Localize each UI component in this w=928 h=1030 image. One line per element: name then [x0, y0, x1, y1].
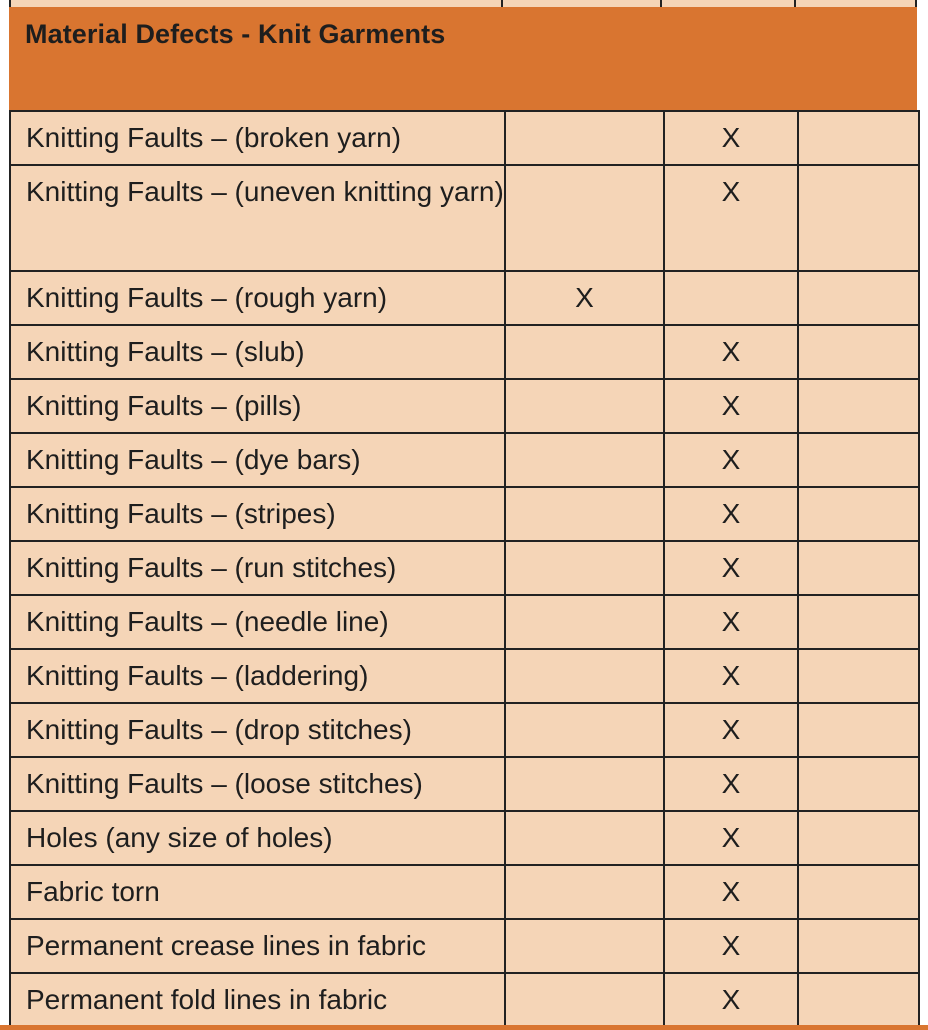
defects-table — [9, 110, 920, 1028]
table-row — [10, 649, 919, 703]
defect-mark-col2: X — [664, 757, 798, 811]
defect-mark-col1 — [505, 649, 664, 703]
table-row — [10, 919, 919, 973]
defect-mark-col3 — [798, 649, 919, 703]
defect-label: Knitting Faults – (slub) — [10, 325, 505, 379]
defects-table-frame — [9, 0, 917, 1027]
defect-mark-col2: X — [664, 541, 798, 595]
defect-mark-col3 — [798, 703, 919, 757]
defect-mark-col2: X — [664, 649, 798, 703]
defect-mark-col1 — [505, 111, 664, 165]
defect-mark-col3 — [798, 973, 919, 1027]
defect-mark-col3 — [798, 811, 919, 865]
defect-mark-col2: X — [664, 379, 798, 433]
defect-mark-col1 — [505, 865, 664, 919]
defect-mark-col1 — [505, 919, 664, 973]
defect-mark-col3 — [798, 919, 919, 973]
defect-label: Knitting Faults – (stripes) — [10, 487, 505, 541]
defect-mark-col1 — [505, 541, 664, 595]
defect-mark-col1 — [505, 757, 664, 811]
defect-mark-col2: X — [664, 165, 798, 271]
defect-label: Knitting Faults – (needle line) — [10, 595, 505, 649]
defect-label: Knitting Faults – (loose stitches) — [10, 757, 505, 811]
defects-table-body — [10, 111, 919, 1027]
defect-mark-col2: X — [664, 111, 798, 165]
table-row — [10, 973, 919, 1027]
defect-mark-col2: X — [664, 811, 798, 865]
table-row — [10, 757, 919, 811]
defect-mark-col2: X — [664, 433, 798, 487]
table-row — [10, 325, 919, 379]
table-row — [10, 595, 919, 649]
table-row — [10, 433, 919, 487]
defect-mark-col2: X — [664, 973, 798, 1027]
defect-label: Knitting Faults – (uneven knitting yarn) — [10, 165, 505, 271]
table-row — [10, 165, 919, 271]
section-title: Material Defects - Knit Garments — [25, 19, 446, 49]
defect-mark-col1 — [505, 325, 664, 379]
table-row — [10, 541, 919, 595]
defect-mark-col3 — [798, 271, 919, 325]
defect-label: Knitting Faults – (laddering) — [10, 649, 505, 703]
defect-label: Knitting Faults – (broken yarn) — [10, 111, 505, 165]
defect-mark-col3 — [798, 433, 919, 487]
defect-mark-col2 — [664, 271, 798, 325]
defect-label: Permanent crease lines in fabric — [10, 919, 505, 973]
defect-mark-col1 — [505, 973, 664, 1027]
defect-label: Knitting Faults – (rough yarn) — [10, 271, 505, 325]
defect-mark-col3 — [798, 865, 919, 919]
defect-label: Knitting Faults – (dye bars) — [10, 433, 505, 487]
table-row — [10, 111, 919, 165]
defect-mark-col1 — [505, 703, 664, 757]
table-row — [10, 379, 919, 433]
defect-mark-col3 — [798, 487, 919, 541]
defect-mark-col3 — [798, 595, 919, 649]
table-row — [10, 865, 919, 919]
section-header — [9, 7, 917, 110]
defect-label: Knitting Faults – (run stitches) — [10, 541, 505, 595]
defect-mark-col1 — [505, 487, 664, 541]
defect-label: Knitting Faults – (drop stitches) — [10, 703, 505, 757]
defect-mark-col1 — [505, 433, 664, 487]
defect-mark-col1 — [505, 165, 664, 271]
defect-mark-col2: X — [664, 919, 798, 973]
defect-label: Knitting Faults – (pills) — [10, 379, 505, 433]
defect-mark-col3 — [798, 111, 919, 165]
defect-mark-col1 — [505, 595, 664, 649]
defect-mark-col2: X — [664, 865, 798, 919]
defect-mark-col3 — [798, 325, 919, 379]
defect-mark-col3 — [798, 379, 919, 433]
defect-mark-col3 — [798, 541, 919, 595]
table-row — [10, 487, 919, 541]
defect-mark-col1 — [505, 379, 664, 433]
defect-mark-col1 — [505, 811, 664, 865]
previous-table-edge — [9, 0, 917, 7]
defect-label: Holes (any size of holes) — [10, 811, 505, 865]
defect-mark-col2: X — [664, 703, 798, 757]
defect-label: Fabric torn — [10, 865, 505, 919]
bottom-accent-bar — [0, 1025, 928, 1030]
table-row — [10, 703, 919, 757]
defect-mark-col3 — [798, 757, 919, 811]
defect-mark-col2: X — [664, 325, 798, 379]
defect-label: Permanent fold lines in fabric — [10, 973, 505, 1027]
defect-mark-col2: X — [664, 595, 798, 649]
defect-mark-col1: X — [505, 271, 664, 325]
defect-mark-col3 — [798, 165, 919, 271]
table-row — [10, 271, 919, 325]
table-row — [10, 811, 919, 865]
defect-mark-col2: X — [664, 487, 798, 541]
